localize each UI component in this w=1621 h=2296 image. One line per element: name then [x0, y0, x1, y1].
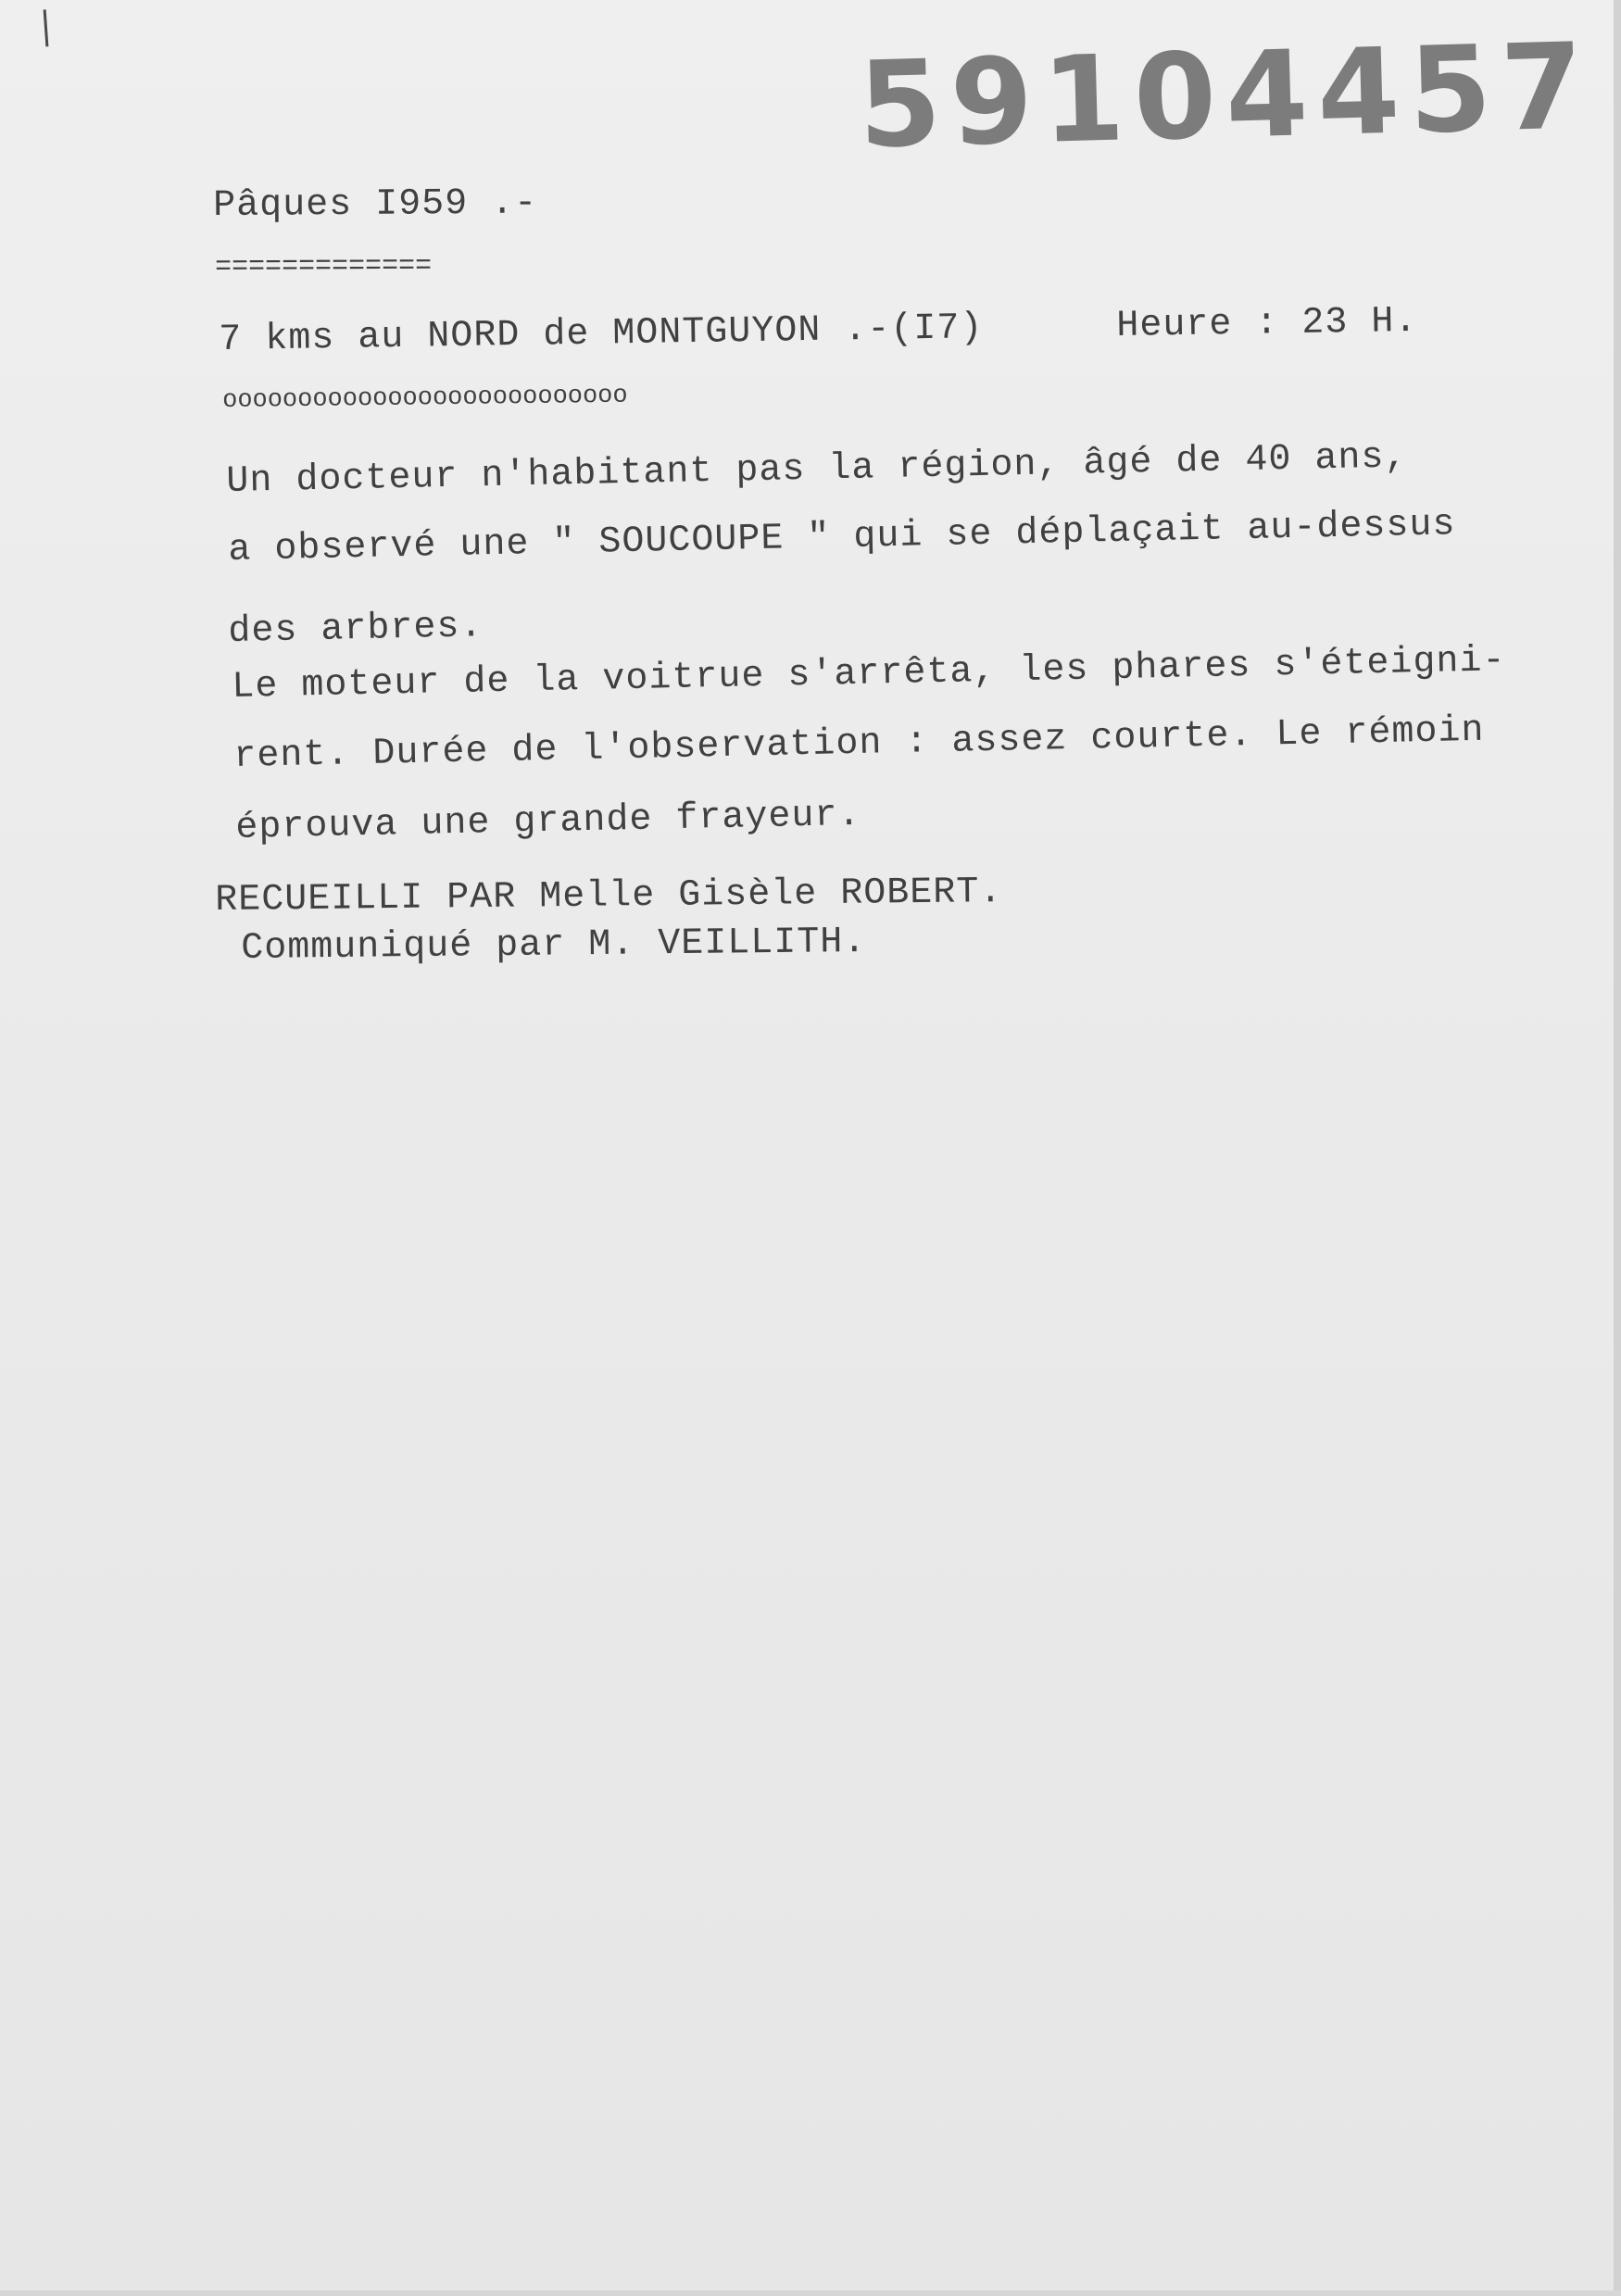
location-line: 7 kms au NORD de MONTGUYON .-(I7)	[219, 307, 984, 361]
body-line: a observé une " SOUCOUPE " qui se déplaçait au-dessus	[228, 504, 1456, 571]
collected-by: RECUEILLI PAR Melle Gisèle ROBERT.	[215, 872, 1003, 922]
stamp-number: 59104457	[857, 18, 1595, 175]
separator-line: ooooooooooooooooooooooooooo	[222, 382, 628, 415]
page-edge-right	[1614, 0, 1621, 2296]
body-line: des arbres.	[228, 606, 484, 653]
body-line: rent. Durée de l'observation : assez courte. Le rémoin	[233, 709, 1485, 778]
heading-underline: =============	[215, 250, 433, 283]
page-edge-bottom	[0, 2290, 1621, 2296]
body-line: éprouva une grande frayeur.	[235, 794, 861, 849]
communicated-by: Communiqué par M. VEILLITH.	[241, 921, 867, 970]
corner-mark	[44, 9, 58, 47]
body-line: Un docteur n'habitant pas la région, âgé de 40 ans,	[226, 436, 1408, 503]
time-line: Heure : 23 H.	[1116, 300, 1418, 347]
body-line: Le moteur de la voitrue s'arrêta, les phares s'éteigni-	[232, 640, 1506, 709]
document-heading: Pâques I959 .-	[213, 182, 538, 227]
